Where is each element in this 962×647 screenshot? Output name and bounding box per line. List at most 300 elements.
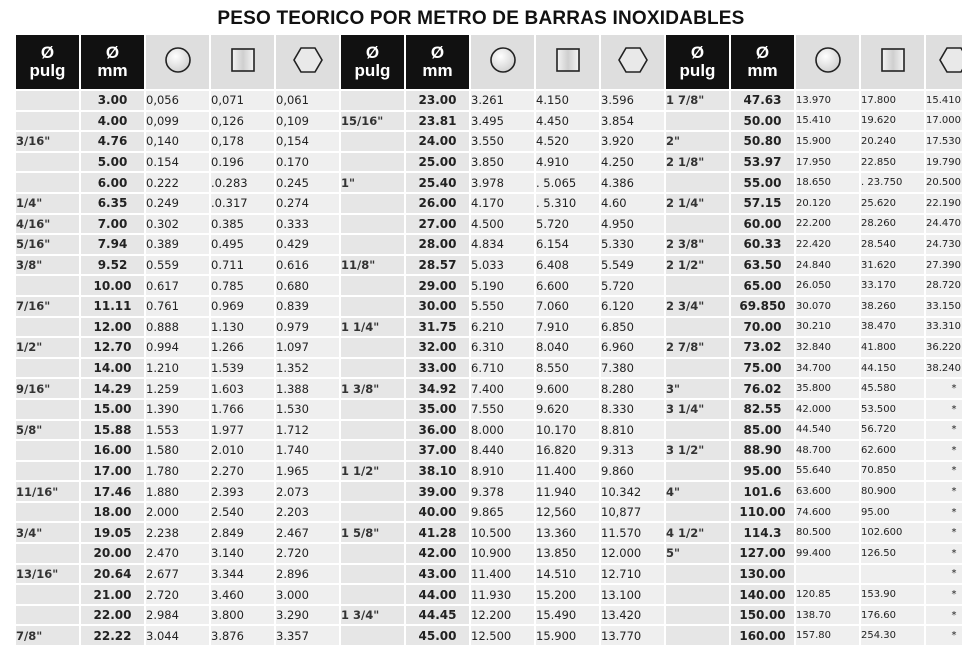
cell-round-weight: 22.200: [796, 215, 859, 234]
cell-pulg: 7/16": [16, 297, 79, 316]
cell-pulg: [16, 318, 79, 337]
cell-pulg: [666, 606, 729, 625]
cell-round-weight: 0.222: [146, 173, 209, 192]
cell-hexagon-weight: 0.333: [276, 215, 339, 234]
cell-square-weight: 38.470: [861, 318, 924, 337]
cell-pulg: 1": [341, 173, 404, 192]
cell-round-weight: 30.070: [796, 297, 859, 316]
cell-mm: 130.00: [731, 565, 794, 584]
cell-square-weight: 2.849: [211, 523, 274, 542]
cell-round-weight: 0.888: [146, 318, 209, 337]
cell-round-weight: 2.238: [146, 523, 209, 542]
cell-square-weight: 254.30: [861, 626, 924, 645]
cell-round-weight: 80.500: [796, 523, 859, 542]
cell-mm: 16.00: [81, 441, 144, 460]
cell-mm: 6.35: [81, 194, 144, 213]
header-diameter-pulg: [666, 35, 729, 89]
square-bar-icon: [228, 45, 258, 80]
cell-hexagon-weight: 8.810: [601, 421, 664, 440]
cell-hexagon-weight: 0.245: [276, 173, 339, 192]
cell-square-weight: 62.600: [861, 441, 924, 460]
cell-round-weight: 3.261: [471, 91, 534, 110]
cell-pulg: [16, 441, 79, 460]
cell-round-weight: 2.470: [146, 544, 209, 563]
cell-square-weight: 2.540: [211, 503, 274, 522]
cell-square-weight: 19.620: [861, 112, 924, 131]
table-row: [16, 132, 962, 151]
cell-hexagon-weight: 6.960: [601, 338, 664, 357]
cell-hexagon-weight: 24.470: [926, 215, 962, 234]
cell-round-weight: 42.000: [796, 400, 859, 419]
cell-square-weight: 8.550: [536, 359, 599, 378]
table-row: [16, 462, 962, 481]
cell-square-weight: 38.260: [861, 297, 924, 316]
cell-pulg: 11/16": [16, 482, 79, 501]
cell-square-weight: 0.711: [211, 256, 274, 275]
cell-hexagon-weight: *: [926, 565, 962, 584]
cell-hexagon-weight: 4.386: [601, 173, 664, 192]
cell-pulg: [341, 482, 404, 501]
cell-square-weight: 0,071: [211, 91, 274, 110]
cell-hexagon-weight: 1.352: [276, 359, 339, 378]
cell-round-weight: 44.540: [796, 421, 859, 440]
cell-hexagon-weight: *: [926, 379, 962, 398]
header-row: [16, 35, 962, 89]
cell-round-weight: 12.500: [471, 626, 534, 645]
cell-square-weight: 28.540: [861, 235, 924, 254]
cell-square-weight: 4.910: [536, 153, 599, 172]
cell-round-weight: 1.780: [146, 462, 209, 481]
cell-mm: 140.00: [731, 585, 794, 604]
cell-square-weight: 41.800: [861, 338, 924, 357]
cell-mm: 63.50: [731, 256, 794, 275]
cell-pulg: 2 1/8": [666, 153, 729, 172]
cell-hexagon-weight: 4.950: [601, 215, 664, 234]
cell-pulg: 3 1/2": [666, 441, 729, 460]
cell-round-weight: 7.400: [471, 379, 534, 398]
cell-pulg: 3 1/4": [666, 400, 729, 419]
cell-round-weight: 2.984: [146, 606, 209, 625]
cell-mm: 50.80: [731, 132, 794, 151]
cell-mm: 110.00: [731, 503, 794, 522]
cell-mm: 5.00: [81, 153, 144, 172]
cell-mm: 65.00: [731, 276, 794, 295]
cell-hexagon-weight: 17.000: [926, 112, 962, 131]
cell-hexagon-weight: 8.280: [601, 379, 664, 398]
cell-pulg: [341, 215, 404, 234]
cell-square-weight: .0.317: [211, 194, 274, 213]
cell-square-weight: . 5.310: [536, 194, 599, 213]
cell-square-weight: 3.876: [211, 626, 274, 645]
cell-pulg: 11/8": [341, 256, 404, 275]
cell-pulg: [666, 503, 729, 522]
cell-pulg: [16, 112, 79, 131]
cell-round-weight: 5.190: [471, 276, 534, 295]
cell-mm: 15.00: [81, 400, 144, 419]
cell-pulg: [666, 318, 729, 337]
cell-round-weight: 15.410: [796, 112, 859, 131]
cell-round-weight: 63.600: [796, 482, 859, 501]
cell-hexagon-weight: *: [926, 523, 962, 542]
cell-round-weight: 10.900: [471, 544, 534, 563]
hexagon-bar-icon: [617, 45, 649, 80]
square-bar-icon: [553, 45, 583, 80]
cell-hexagon-weight: 3.357: [276, 626, 339, 645]
cell-hexagon-weight: *: [926, 482, 962, 501]
table-row: [16, 359, 962, 378]
cell-pulg: [341, 235, 404, 254]
cell-pulg: [16, 606, 79, 625]
cell-square-weight: 14.510: [536, 565, 599, 584]
cell-mm: 50.00: [731, 112, 794, 131]
cell-square-weight: 2.270: [211, 462, 274, 481]
cell-pulg: [341, 194, 404, 213]
cell-hexagon-weight: 5.549: [601, 256, 664, 275]
cell-round-weight: 4.500: [471, 215, 534, 234]
cell-round-weight: 13.970: [796, 91, 859, 110]
cell-mm: 45.00: [406, 626, 469, 645]
cell-hexagon-weight: 1.740: [276, 441, 339, 460]
cell-hexagon-weight: 11.570: [601, 523, 664, 542]
table-row: [16, 565, 962, 584]
cell-round-weight: 1.390: [146, 400, 209, 419]
cell-round-weight: 9.865: [471, 503, 534, 522]
cell-pulg: 1 3/8": [341, 379, 404, 398]
cell-square-weight: 6.154: [536, 235, 599, 254]
cell-square-weight: 0,178: [211, 132, 274, 151]
cell-mm: 44.00: [406, 585, 469, 604]
cell-hexagon-weight: 5.330: [601, 235, 664, 254]
cell-round-weight: 0,099: [146, 112, 209, 131]
cell-round-weight: 32.840: [796, 338, 859, 357]
table-row: [16, 235, 962, 254]
cell-hexagon-weight: 33.310: [926, 318, 962, 337]
cell-square-weight: 2.010: [211, 441, 274, 460]
table-row: [16, 421, 962, 440]
cell-square-weight: 4.520: [536, 132, 599, 151]
table-row: [16, 173, 962, 192]
weight-table: [14, 33, 962, 647]
cell-pulg: 4 1/2": [666, 523, 729, 542]
cell-hexagon-weight: *: [926, 441, 962, 460]
cell-hexagon-weight: 0.170: [276, 153, 339, 172]
cell-mm: 60.33: [731, 235, 794, 254]
cell-mm: 11.11: [81, 297, 144, 316]
cell-square-weight: 45.580: [861, 379, 924, 398]
cell-pulg: 2": [666, 132, 729, 151]
cell-round-weight: 35.800: [796, 379, 859, 398]
cell-pulg: 2 1/2": [666, 256, 729, 275]
cell-square-weight: [861, 565, 924, 584]
table-row: [16, 523, 962, 542]
cell-hexagon-weight: 22.190: [926, 194, 962, 213]
cell-pulg: 3/8": [16, 256, 79, 275]
table-row: [16, 626, 962, 645]
cell-pulg: [341, 544, 404, 563]
cell-square-weight: 15.490: [536, 606, 599, 625]
cell-pulg: 5": [666, 544, 729, 563]
cell-square-weight: 176.60: [861, 606, 924, 625]
cell-square-weight: 102.600: [861, 523, 924, 542]
cell-round-weight: 6.310: [471, 338, 534, 357]
table-row: [16, 441, 962, 460]
cell-hexagon-weight: 3.596: [601, 91, 664, 110]
cell-round-weight: 3.495: [471, 112, 534, 131]
cell-round-weight: 2.677: [146, 565, 209, 584]
cell-square-weight: 0.385: [211, 215, 274, 234]
cell-mm: 42.00: [406, 544, 469, 563]
cell-round-weight: 26.050: [796, 276, 859, 295]
cell-hexagon-weight: *: [926, 503, 962, 522]
cell-square-weight: 153.90: [861, 585, 924, 604]
cell-square-weight: 9.600: [536, 379, 599, 398]
cell-hexagon-weight: 28.720: [926, 276, 962, 295]
cell-mm: 23.81: [406, 112, 469, 131]
cell-pulg: [666, 112, 729, 131]
cell-square-weight: 1.130: [211, 318, 274, 337]
cell-round-weight: 3.978: [471, 173, 534, 192]
cell-hexagon-weight: 19.790: [926, 153, 962, 172]
cell-square-weight: 44.150: [861, 359, 924, 378]
cell-round-weight: 3.850: [471, 153, 534, 172]
cell-round-weight: 8.910: [471, 462, 534, 481]
cell-mm: 19.05: [81, 523, 144, 542]
cell-round-weight: 0,056: [146, 91, 209, 110]
cell-round-weight: 0.617: [146, 276, 209, 295]
cell-mm: 75.00: [731, 359, 794, 378]
cell-pulg: 9/16": [16, 379, 79, 398]
cell-mm: 37.00: [406, 441, 469, 460]
cell-square-weight: 6.408: [536, 256, 599, 275]
cell-pulg: 3/4": [16, 523, 79, 542]
cell-hexagon-weight: 3.290: [276, 606, 339, 625]
cell-round-weight: 8.440: [471, 441, 534, 460]
cell-square-weight: 9.620: [536, 400, 599, 419]
cell-round-weight: 99.400: [796, 544, 859, 563]
cell-square-weight: 13.850: [536, 544, 599, 563]
cell-mm: 15.88: [81, 421, 144, 440]
cell-round-weight: 22.420: [796, 235, 859, 254]
cell-pulg: [341, 421, 404, 440]
cell-square-weight: 13.360: [536, 523, 599, 542]
table-row: [16, 482, 962, 501]
cell-hexagon-weight: *: [926, 606, 962, 625]
cell-hexagon-weight: 9.860: [601, 462, 664, 481]
cell-mm: 23.00: [406, 91, 469, 110]
cell-pulg: 5/8": [16, 421, 79, 440]
cell-hexagon-weight: 13.100: [601, 585, 664, 604]
cell-mm: 24.00: [406, 132, 469, 151]
cell-hexagon-weight: 7.380: [601, 359, 664, 378]
cell-mm: 47.63: [731, 91, 794, 110]
table-body: [16, 91, 962, 645]
cell-square-weight: 3.800: [211, 606, 274, 625]
cell-hexagon-weight: 0.616: [276, 256, 339, 275]
cell-round-weight: 6.710: [471, 359, 534, 378]
cell-round-weight: 1.553: [146, 421, 209, 440]
cell-pulg: [16, 503, 79, 522]
cell-square-weight: 11.940: [536, 482, 599, 501]
cell-square-weight: 16.820: [536, 441, 599, 460]
cell-square-weight: 0.196: [211, 153, 274, 172]
cell-mm: 76.02: [731, 379, 794, 398]
cell-pulg: 1 7/8": [666, 91, 729, 110]
cell-hexagon-weight: *: [926, 421, 962, 440]
diameter-symbol: Ø: [430, 43, 445, 62]
cell-square-weight: 2.393: [211, 482, 274, 501]
cell-square-weight: 1.539: [211, 359, 274, 378]
cell-hexagon-weight: 6.850: [601, 318, 664, 337]
cell-mm: 85.00: [731, 421, 794, 440]
cell-hexagon-weight: 0,109: [276, 112, 339, 131]
cell-hexagon-weight: 0.680: [276, 276, 339, 295]
cell-mm: 101.6: [731, 482, 794, 501]
cell-round-weight: 0.559: [146, 256, 209, 275]
cell-hexagon-weight: 4.60: [601, 194, 664, 213]
cell-square-weight: 7.060: [536, 297, 599, 316]
cell-mm: 34.92: [406, 379, 469, 398]
cell-hexagon-weight: 3.920: [601, 132, 664, 151]
cell-round-weight: 3.550: [471, 132, 534, 151]
cell-pulg: [341, 276, 404, 295]
cell-mm: 10.00: [81, 276, 144, 295]
cell-square-weight: 5.720: [536, 215, 599, 234]
cell-round-weight: 8.000: [471, 421, 534, 440]
diameter-symbol: Ø: [40, 43, 55, 62]
cell-hexagon-weight: 6.120: [601, 297, 664, 316]
cell-round-weight: 0.249: [146, 194, 209, 213]
cell-mm: 17.46: [81, 482, 144, 501]
table-row: [16, 400, 962, 419]
cell-hexagon-weight: 8.330: [601, 400, 664, 419]
cell-hexagon-weight: 3.854: [601, 112, 664, 131]
cell-mm: 20.64: [81, 565, 144, 584]
cell-hexagon-weight: 1.965: [276, 462, 339, 481]
cell-pulg: [341, 297, 404, 316]
cell-mm: 36.00: [406, 421, 469, 440]
cell-hexagon-weight: 38.240: [926, 359, 962, 378]
header-diameter-mm: [406, 35, 469, 89]
cell-mm: 88.90: [731, 441, 794, 460]
cell-hexagon-weight: 0.274: [276, 194, 339, 213]
cell-hexagon-weight: 27.390: [926, 256, 962, 275]
unit-label-pulg: pulg: [679, 61, 716, 80]
header-diameter-mm: [731, 35, 794, 89]
cell-hexagon-weight: 1.530: [276, 400, 339, 419]
cell-pulg: 2 3/4": [666, 297, 729, 316]
cell-pulg: [341, 91, 404, 110]
cell-round-weight: 20.120: [796, 194, 859, 213]
cell-pulg: [16, 153, 79, 172]
cell-mm: 29.00: [406, 276, 469, 295]
cell-mm: 6.00: [81, 173, 144, 192]
cell-mm: 4.76: [81, 132, 144, 151]
cell-square-weight: 0.495: [211, 235, 274, 254]
cell-hexagon-weight: 9.313: [601, 441, 664, 460]
cell-pulg: [16, 276, 79, 295]
table-row: [16, 153, 962, 172]
cell-mm: 7.94: [81, 235, 144, 254]
cell-square-weight: 4.150: [536, 91, 599, 110]
cell-hexagon-weight: 3.000: [276, 585, 339, 604]
cell-mm: 82.55: [731, 400, 794, 419]
cell-mm: 17.00: [81, 462, 144, 481]
cell-square-weight: 7.910: [536, 318, 599, 337]
cell-hexagon-weight: 33.150: [926, 297, 962, 316]
cell-pulg: 2 7/8": [666, 338, 729, 357]
cell-pulg: 13/16": [16, 565, 79, 584]
cell-mm: 4.00: [81, 112, 144, 131]
cell-round-weight: 11.400: [471, 565, 534, 584]
diameter-symbol: Ø: [690, 43, 705, 62]
cell-mm: 22.22: [81, 626, 144, 645]
cell-pulg: [666, 359, 729, 378]
cell-mm: 41.28: [406, 523, 469, 542]
cell-square-weight: 17.800: [861, 91, 924, 110]
cell-pulg: 15/16": [341, 112, 404, 131]
cell-square-weight: 8.040: [536, 338, 599, 357]
cell-mm: 20.00: [81, 544, 144, 563]
hexagon-bar-icon: [292, 45, 324, 80]
cell-round-weight: 5.033: [471, 256, 534, 275]
cell-square-weight: 95.00: [861, 503, 924, 522]
cell-hexagon-weight: *: [926, 544, 962, 563]
cell-round-weight: 0,140: [146, 132, 209, 151]
table-row: [16, 297, 962, 316]
cell-mm: 39.00: [406, 482, 469, 501]
cell-mm: 40.00: [406, 503, 469, 522]
cell-mm: 14.29: [81, 379, 144, 398]
unit-label-mm: mm: [97, 61, 128, 80]
cell-mm: 28.00: [406, 235, 469, 254]
cell-pulg: [666, 215, 729, 234]
cell-mm: 7.00: [81, 215, 144, 234]
header-diameter-mm: [81, 35, 144, 89]
cell-pulg: [16, 173, 79, 192]
cell-hexagon-weight: 2.896: [276, 565, 339, 584]
cell-hexagon-weight: *: [926, 400, 962, 419]
cell-hexagon-weight: 10.342: [601, 482, 664, 501]
cell-pulg: [341, 441, 404, 460]
cell-hexagon-weight: 12.710: [601, 565, 664, 584]
cell-round-weight: 4.834: [471, 235, 534, 254]
cell-hexagon-weight: 13.770: [601, 626, 664, 645]
cell-pulg: [666, 462, 729, 481]
cell-square-weight: 0.969: [211, 297, 274, 316]
cell-square-weight: 15.200: [536, 585, 599, 604]
cell-mm: 44.45: [406, 606, 469, 625]
cell-hexagon-weight: 0.979: [276, 318, 339, 337]
cell-mm: 114.3: [731, 523, 794, 542]
cell-mm: 26.00: [406, 194, 469, 213]
unit-label-pulg: pulg: [29, 61, 66, 80]
cell-round-weight: 15.900: [796, 132, 859, 151]
cell-pulg: 1 1/4": [341, 318, 404, 337]
cell-round-weight: 138.70: [796, 606, 859, 625]
cell-round-weight: 157.80: [796, 626, 859, 645]
cell-pulg: [341, 132, 404, 151]
cell-pulg: 1 5/8": [341, 523, 404, 542]
cell-round-weight: [796, 565, 859, 584]
cell-round-weight: 1.580: [146, 441, 209, 460]
table-row: [16, 318, 962, 337]
cell-pulg: [666, 276, 729, 295]
cell-pulg: 4/16": [16, 215, 79, 234]
cell-mm: 18.00: [81, 503, 144, 522]
cell-pulg: [16, 359, 79, 378]
cell-square-weight: 31.620: [861, 256, 924, 275]
cell-mm: 127.00: [731, 544, 794, 563]
